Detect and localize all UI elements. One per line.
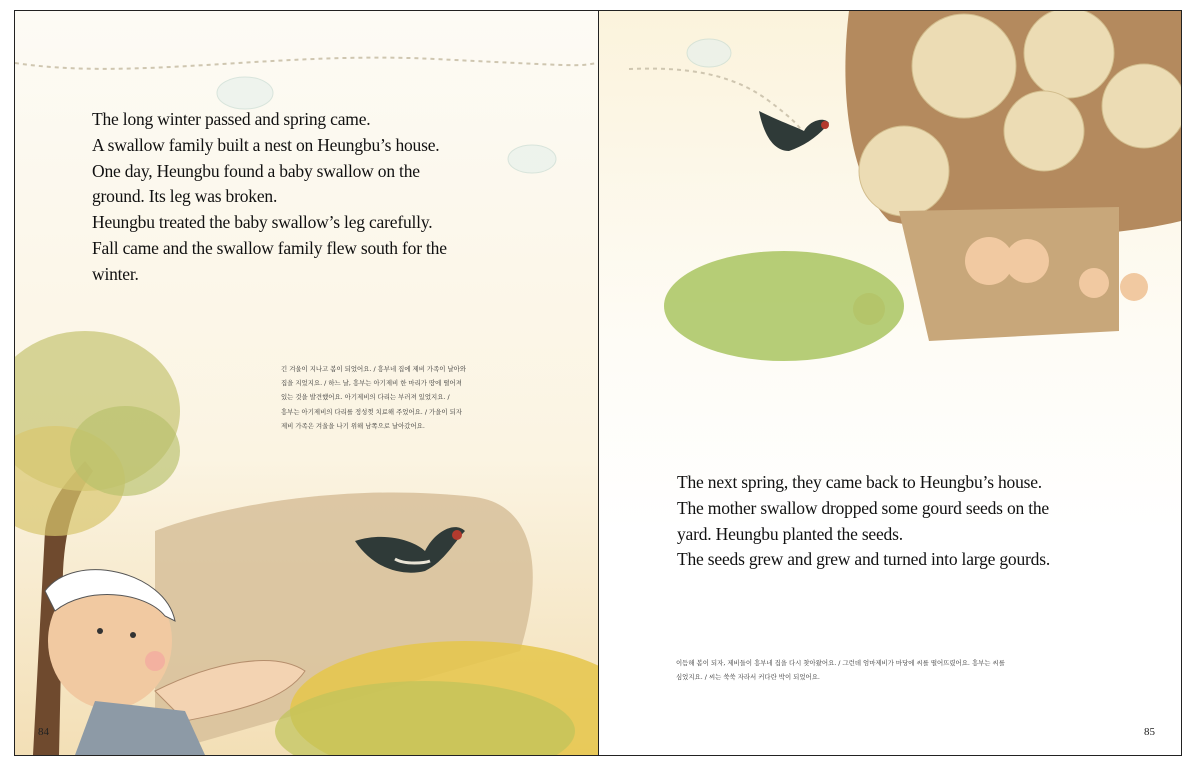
page-number-right: 85 [1144,726,1155,738]
story-line: winter. [92,263,139,284]
story-line: ground. Its leg was broken. [92,186,278,207]
right-korean-translation [676,656,1005,684]
translation-line: 심었지요. / 씨는 쑥쑥 자라서 커다란 박이 되었어요. [676,673,820,682]
translation-line: 있는 것을 발견했어요. 아기제비의 다리는 부러져 있었지요. / [281,393,450,402]
left-korean-translation [281,362,466,433]
translation-line: 긴 겨울이 지나고 봄이 되었어요. / 흥부네 집에 제비 가족이 날아와 [281,365,467,373]
story-line: The seeds grew and grew and turned into large gourds. [677,549,1050,570]
translation-line: 흥부는 아기제비의 다리를 정성껏 치료해 주었어요. / 가을이 되자 [281,407,462,416]
net-cloud-icon [687,39,731,67]
story-line: One day, Heungbu found a baby swallow on the [92,160,420,181]
right-illustration [599,11,1181,755]
left-story-text [92,107,447,288]
bush-icon [664,251,904,361]
translation-line: 제비 가족은 겨울을 나기 위해 남쪽으로 날아갔어요. [281,421,425,430]
story-line: A swallow family built a nest on Heungbu’s house. [92,134,440,155]
story-line: Heungbu treated the baby swallow’s leg carefully. [92,212,433,233]
story-line: The long winter passed and spring came. [92,109,371,129]
page-number-left: 84 [38,726,49,738]
story-line: The mother swallow dropped some gourd seeds on the [677,497,1050,518]
story-line: Fall came and the swallow family flew south for the [92,237,447,258]
right-page [599,11,1181,755]
story-line: yard. Heungbu planted the seeds. [677,523,903,544]
book-spread [14,10,1182,756]
swallow-icon [759,111,829,151]
story-line: The next spring, they came back to Heungbu’s house. [677,472,1042,492]
translation-line: 이듬해 봄이 되자, 제비들이 흥부네 집을 다시 찾아왔어요. / 그런데 엄마제비가 마당에 씨를 떨어뜨렸어요. 흥부는 씨를 [676,659,1005,667]
left-page [15,11,598,755]
right-story-text [677,470,1050,573]
translation-line: 집을 지었지요. / 하느 날, 흥부는 아기제비 한 마리가 땅에 떨어져 [281,379,462,388]
